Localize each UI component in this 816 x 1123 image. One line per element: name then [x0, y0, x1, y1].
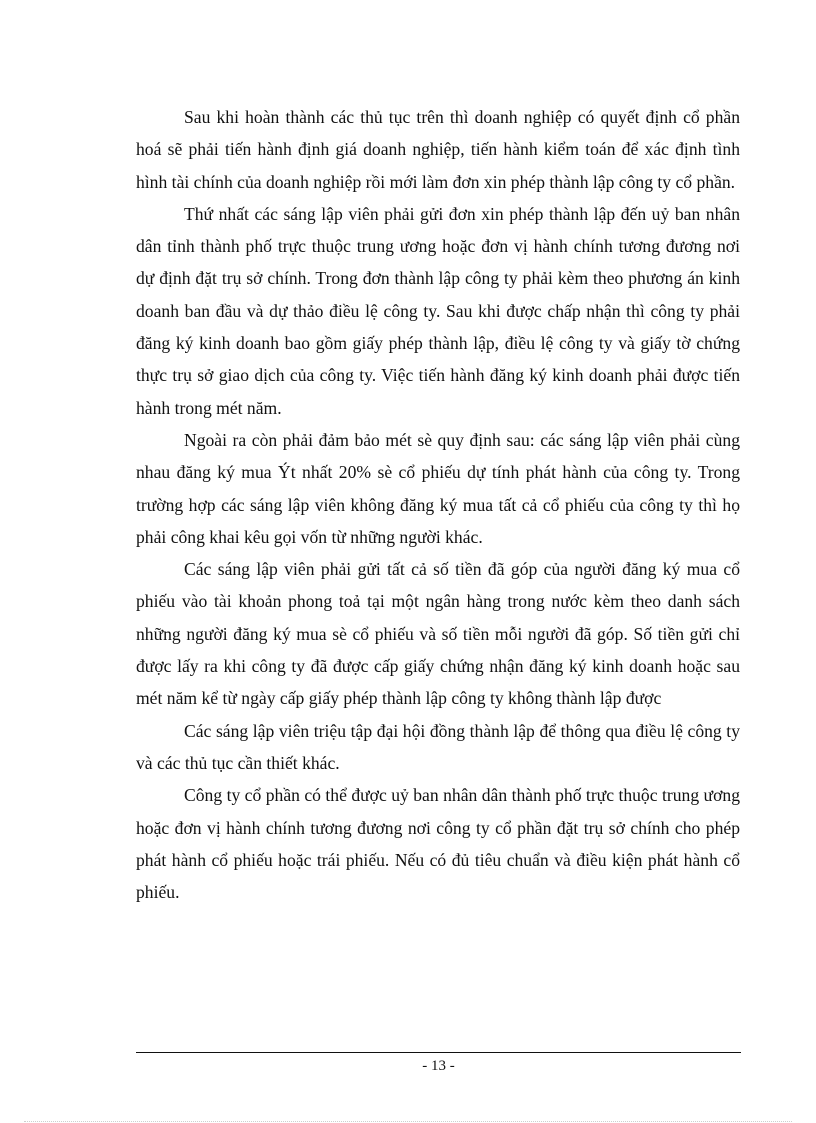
page-number: - 13 - — [422, 1058, 455, 1074]
paragraph: Thứ nhất các sáng lập viên phải gửi đơn xin phép thành lập đến uỷ ban nhân dân tỉnh thành phố trực thuộc trung ương hoặc đơn vị hành chính tương đương nơi dự định đặt trụ sở chính. Trong đơn thành lập công ty phải kèm theo phương án kinh doanh ban đầu và dự thảo điều lệ công ty. Sau khi được chấp nhận thì công ty phải đăng ký kinh doanh bao gồm giấy phép thành lập, điều lệ công ty và giấy tờ chứng thực trụ sở giao dịch của công ty. Việc tiến hành đăng ký kinh doanh phải được tiến hành trong mét năm. — [136, 203, 740, 418]
paragraph: Sau khi hoàn thành các thủ tục trên thì doanh nghiệp có quyết định cổ phần hoá sẽ phải tiến hành định giá doanh nghiệp, tiến hành kiểm toán để xác định tình hình tài chính của doanh nghiệp rồi mới làm đơn xin phép thành lập công ty cổ phần. — [136, 107, 740, 192]
paragraph: Các sáng lập viên triệu tập đại hội đồng thành lập để thông qua điều lệ công ty và các thủ tục cần thiết khác. — [136, 720, 740, 773]
page-edge-divider — [24, 1121, 792, 1122]
paragraph: Ngoài ra còn phải đảm bảo mét sè quy định sau: các sáng lập viên phải cùng nhau đăng ký mua Ýt nhất 20% sè cổ phiếu dự tính phát hành của công ty. Trong trường hợp các sáng lập viên không đăng ký mua tất cả cổ phiếu của công ty thì họ phải công khai kêu gọi vốn từ những người khác. — [136, 429, 740, 547]
paragraph: Các sáng lập viên phải gửi tất cả số tiền đã góp của người đăng ký mua cổ phiếu vào tài khoản phong toả tại một ngân hàng trong nước kèm theo danh sách những người đăng ký mua sè cổ phiếu và số tiền mỗi người đã góp. Số tiền gửi chỉ được lấy ra khi công ty đã được cấp giấy chứng nhận đăng ký kinh doanh hoặc sau mét năm kể từ ngày cấp giấy phép thành lập công ty không thành lập được — [136, 559, 740, 709]
paragraph: Công ty cổ phần có thể được uỷ ban nhân dân thành phố trực thuộc trung ương hoặc đơn vị hành chính tương đương nơi công ty cổ phần đặt trụ sở chính cho phép phát hành cổ phiếu hoặc trái phiếu. Nếu có đủ tiêu chuẩn và điều kiện phát hành cổ phiếu. — [136, 785, 740, 903]
document-body — [136, 101, 740, 908]
footer-divider — [136, 1052, 741, 1053]
